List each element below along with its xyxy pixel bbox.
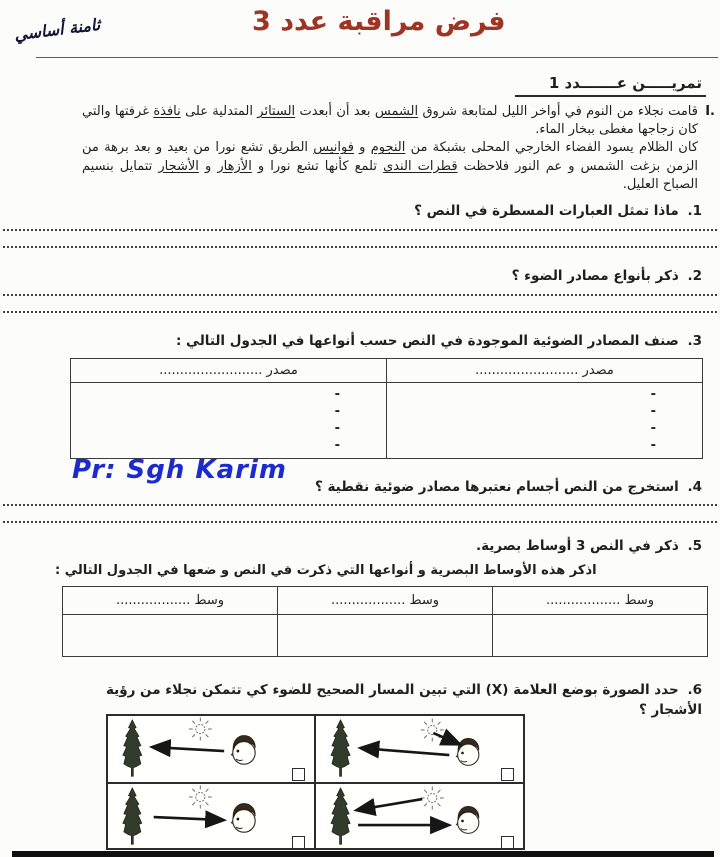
underlined-term: الأزهار — [217, 158, 252, 174]
intro-paragraph — [82, 103, 698, 194]
optical-media-table — [62, 586, 708, 657]
question-5-instruction: اذكر هذه الأوساط البصرية و أنواعها التي ذكرت في النص و ضعها في الجدول التالي : — [55, 563, 597, 578]
text-run: بعد أن أبعدت — [295, 104, 375, 119]
underlined-term: فوانيس — [313, 140, 354, 156]
table-header-cell: وسط .................. — [63, 587, 278, 615]
intro-paragraph-line-2 — [82, 139, 698, 194]
light-path-option-1 — [108, 716, 316, 784]
table-cell-empty — [63, 615, 278, 657]
teacher-watermark: Pr: Sgh Karim — [72, 455, 287, 485]
question-1 — [414, 203, 702, 219]
light-arrow-sun-to-tree — [357, 799, 422, 810]
question-text: صنف المصادر الضوئية الموجودة في النص حسب أنواعها في الجدول التالي : — [175, 333, 679, 349]
list-dash: - — [650, 438, 656, 453]
list-dash: - — [650, 421, 656, 436]
table-cell-empty — [278, 615, 493, 657]
question-3 — [176, 333, 702, 349]
list-dash: - — [334, 438, 340, 453]
question-number: 4. — [687, 479, 702, 495]
text-run: تتمايل بنسيم الصباح العليل. — [82, 158, 698, 192]
table-row — [63, 615, 708, 657]
text-run: الطريق تشع نورا من بعيد و بعد برهة من الزمن بزغت الشمس و عم النور فلاحظت — [82, 140, 698, 174]
question-number: 3. — [687, 333, 702, 349]
text-run: و — [353, 140, 371, 156]
sun-icon — [420, 787, 443, 810]
answer-dotted-line — [3, 311, 717, 313]
answer-dotted-line — [3, 229, 717, 231]
child-face-icon — [231, 735, 255, 764]
tree-icon — [123, 720, 142, 776]
list-dash: - — [650, 387, 656, 402]
tree-icon — [123, 788, 142, 844]
table-header-cell: وسط .................. — [493, 587, 708, 615]
sun-icon — [189, 786, 212, 809]
table-header-cell: مصدر ......................... — [71, 359, 387, 383]
question-2 — [512, 268, 702, 284]
text-run: تلمع كأنها تشع نورا و — [251, 158, 384, 174]
page-title: فرض مراقبة عدد 3 — [252, 6, 506, 37]
answer-dotted-line — [3, 521, 717, 523]
answer-dotted-line — [3, 246, 717, 248]
table-header-row — [63, 587, 708, 615]
question-text: ماذا تمثل العبارات المسطرة في النص ؟ — [414, 203, 679, 219]
light-arrow-eye-to-tree — [153, 747, 224, 751]
table-header-cell: وسط .................. — [278, 587, 493, 615]
text-run: غرفتها والتي كان زجاجها مغطى ببخار الماء. — [82, 104, 698, 138]
table-cell — [71, 383, 387, 459]
list-dash: - — [334, 387, 340, 402]
question-number: 1. — [687, 203, 702, 219]
question-number: 6. — [687, 682, 702, 698]
child-face-icon — [456, 807, 479, 834]
light-path-diagram — [106, 714, 525, 850]
question-text: ذكر في النص 3 أوساط بصرية. — [475, 538, 679, 554]
tree-icon — [331, 720, 350, 776]
list-dash: - — [334, 421, 340, 436]
light-sources-table — [70, 358, 703, 459]
table-cell-empty — [493, 615, 708, 657]
sun-icon — [420, 719, 443, 742]
underlined-term: الأشجار — [158, 158, 199, 174]
light-path-option-3 — [108, 784, 316, 850]
question-5 — [476, 538, 702, 554]
table-row — [71, 383, 703, 459]
question-text: ذكر بأنواع مصادر الضوء ؟ — [511, 268, 679, 284]
intro-paragraph-line-1 — [82, 103, 698, 139]
underlined-term: الشمس — [374, 104, 419, 119]
answer-dotted-line — [3, 294, 717, 296]
list-dash: - — [334, 404, 340, 419]
underlined-term: النجوم — [370, 140, 406, 156]
grade-label: ثامنة أساسي — [13, 14, 102, 45]
table-header-row — [71, 359, 703, 383]
question-4 — [315, 479, 702, 495]
question-text: حدد الصورة بوضع العلامة (X) التي تبين المسار الصحيح للضوء كي تتمكن نجلاء من رؤية الأشجار ؟ — [105, 682, 702, 719]
question-text: استخرج من النص أجسام نعتبرها مصادر ضوئية نقطية ؟ — [314, 479, 679, 495]
child-face-icon — [456, 738, 479, 765]
text-run: و — [198, 158, 218, 174]
sun-icon — [189, 718, 212, 741]
light-arrow-tree-to-eye — [154, 817, 223, 820]
section-numeral: I. — [705, 104, 715, 119]
answer-checkbox[interactable] — [501, 768, 514, 781]
answer-checkbox[interactable] — [292, 768, 305, 781]
light-arrow-eye-to-tree — [361, 748, 449, 755]
underlined-term: الستائر — [257, 104, 296, 119]
text-run: قامت نجلاء من النوم في أواخر الليل لمتابعة شروق — [418, 104, 698, 119]
light-path-option-4 — [316, 784, 524, 850]
scan-edge-artifact — [12, 851, 714, 857]
list-dash: - — [650, 404, 656, 419]
light-arrow-sun-to-eye — [433, 733, 459, 744]
text-run: المتدلية على — [180, 104, 258, 119]
text-run: كان الظلام يسود الفضاء الخارجي المحلى بشبكة من — [405, 140, 699, 156]
tree-icon — [331, 788, 350, 844]
question-number: 5. — [687, 538, 702, 554]
question-number: 2. — [687, 268, 702, 284]
header-divider — [36, 57, 718, 58]
light-path-option-2 — [316, 716, 524, 784]
answer-checkbox[interactable] — [501, 836, 514, 849]
table-cell — [387, 383, 703, 459]
table-header-cell: مصدر ......................... — [387, 359, 703, 383]
answer-dotted-line — [3, 504, 717, 506]
exercise-heading: تمريـــــن عـــــــدد 1 — [515, 74, 706, 97]
underlined-term: نافذة — [153, 104, 181, 119]
answer-checkbox[interactable] — [292, 836, 305, 849]
child-face-icon — [231, 804, 255, 833]
underlined-term: قطرات الندى — [383, 158, 458, 174]
